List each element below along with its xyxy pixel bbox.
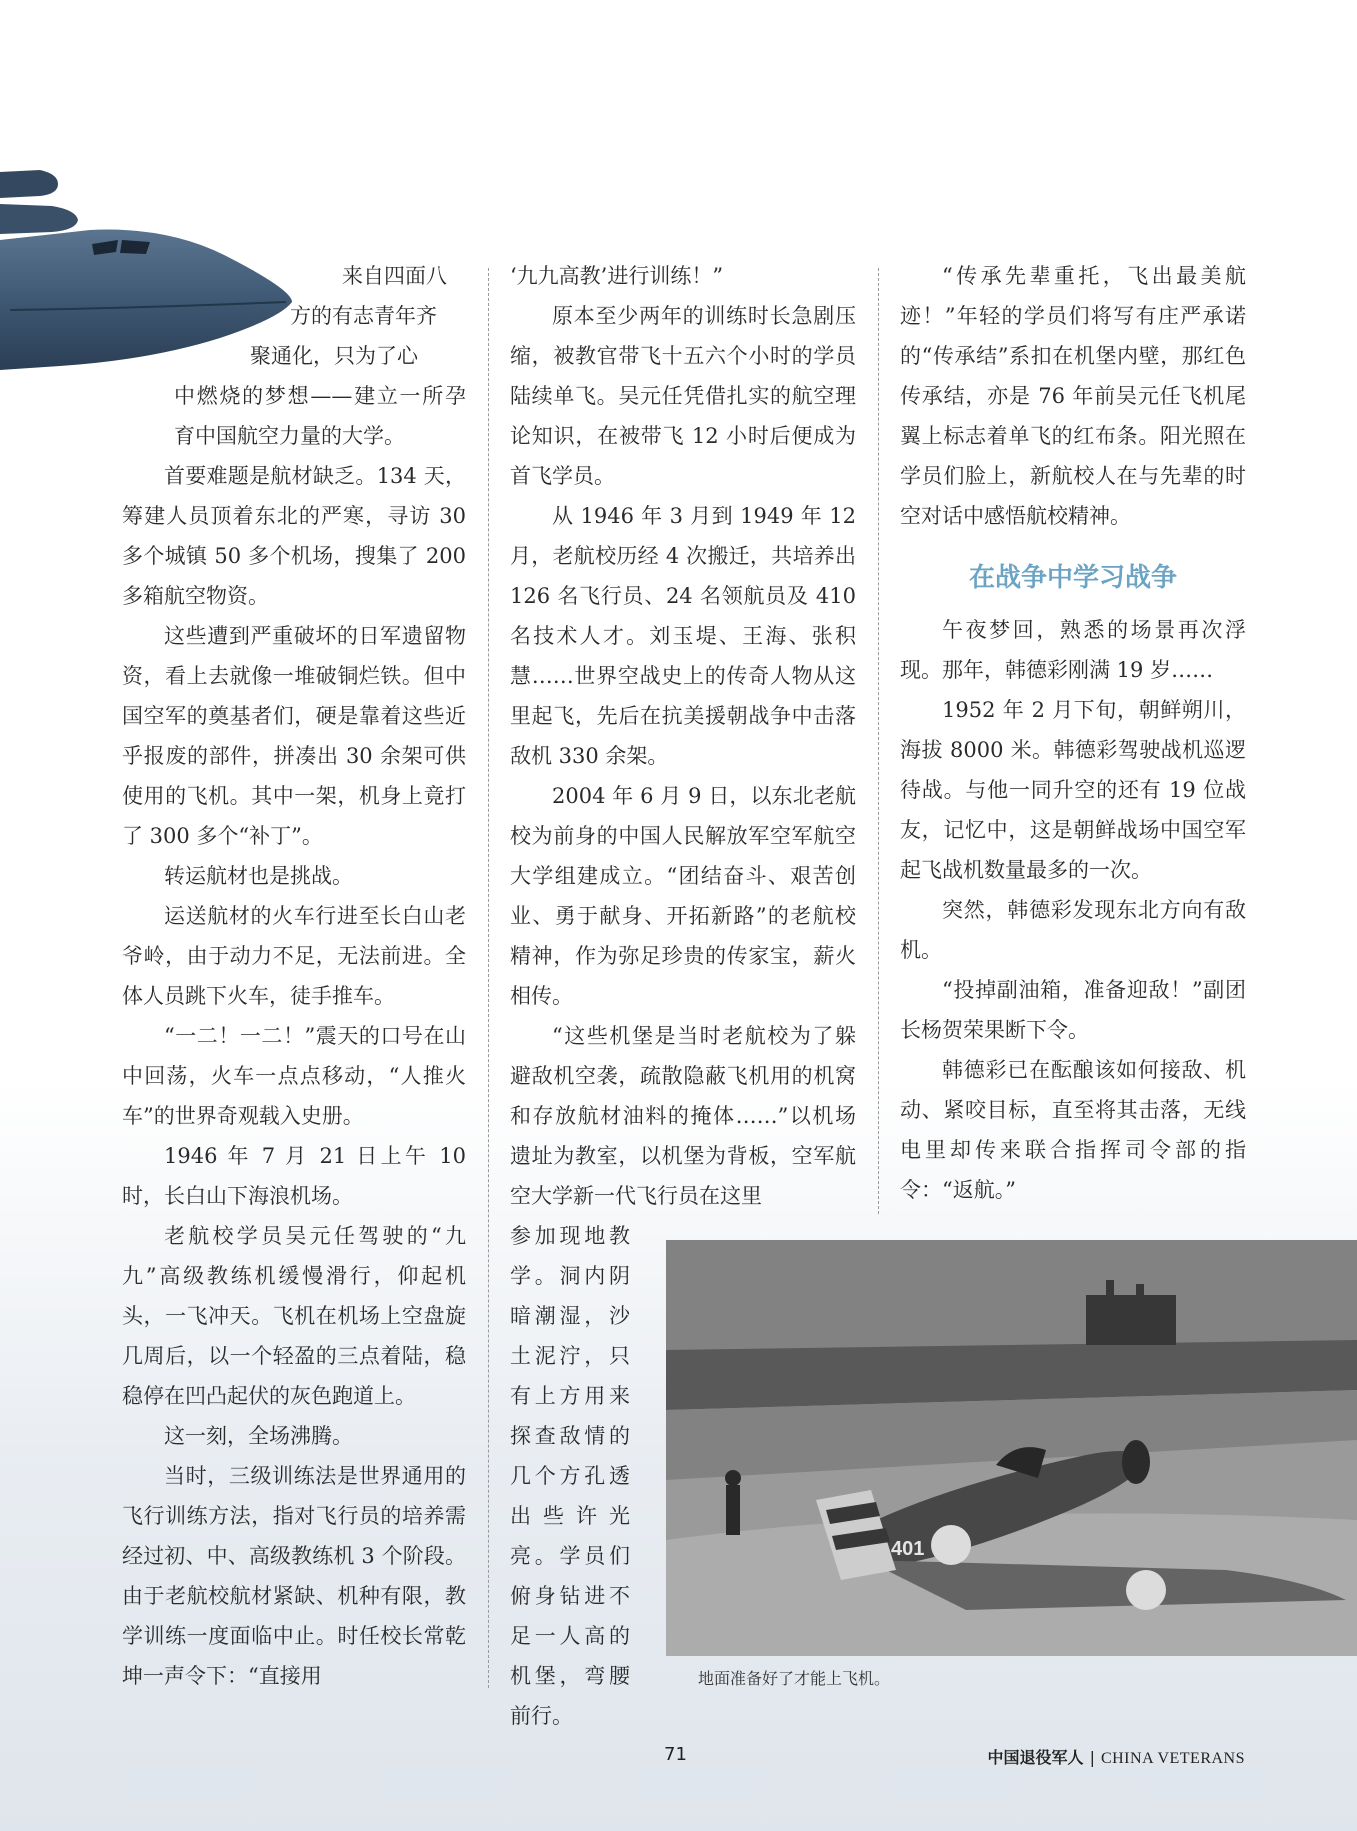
photo-caption: 地面准备好了才能上飞机。 [698, 1669, 891, 1688]
paragraph: 老航校学员吴元任驾驶的“九九”高级教练机缓慢滑行，仰起机头，一飞冲天。飞机在机场上空盘旋几周后，以一个轻盈的三点着陆，稳稳停在凹凸起伏的灰色跑道上。 [122, 1224, 466, 1408]
paragraph: 从 1946 年 3 月到 1949 年 12 月，老航校历经 4 次搬迁，共培养出 126 名飞行员、24 名领航员及 410 名技术人才。刘玉堤、王海、张积慧……世界空战史上的传奇人物从这里起飞，先后在抗美援朝战争中击落敌机 330 余架。 [510, 504, 856, 768]
paragraph: “投掉副油箱，准备迎敌！”副团长杨贺荣果断下令。 [900, 978, 1246, 1042]
tail-number: 401 [891, 1538, 925, 1560]
paragraph: 方的有志青年齐 [290, 304, 437, 328]
paragraph: “传承先辈重托，飞出最美航迹！”年轻的学员们将写有庄严承诺的“传承结”系扣在机堡内壁，那红色传承结，亦是 76 年前吴元任飞机尾翼上标志着单飞的红布条。阳光照在学员们脸上，新航校人在与先辈的时空对话中感悟航校精神。 [900, 264, 1246, 528]
paragraph: 运送航材的火车行进至长白山老爷岭，由于动力不足，无法前进。全体人员跳下火车，徒手推车。 [122, 904, 466, 1008]
paragraph: 首要难题是航材缺乏。134 天，筹建人员顶着东北的严寒，寻访 30 多个城镇 50 多个机场，搜集了 200 多箱航空物资。 [122, 464, 466, 608]
paragraph: 参加现地教学。洞内阴暗潮湿，沙土泥泞，只有上方用来探查敌情的几个方孔透出些许光亮。学员们俯身钻进不足一人高的机堡，弯腰前行。 [510, 1224, 630, 1728]
paragraph: 这一刻，全场沸腾。 [164, 1424, 353, 1448]
masthead-separator: | [1089, 1748, 1095, 1767]
paragraph: ‘九九高教’进行训练！” [510, 264, 724, 288]
paragraph: 中燃烧的梦想——建立一所孕育中国航空力量的大学。 [174, 384, 466, 448]
page-number: 71 [664, 1744, 687, 1765]
historic-photo [666, 1240, 1357, 1656]
paragraph: 韩德彩已在酝酿该如何接敌、机动、紧咬目标，直至将其击落，无线电里却传来联合指挥司令部的指令：“返航。” [900, 1058, 1246, 1202]
magazine-name-en: CHINA VETERANS [1100, 1750, 1245, 1767]
paragraph: 2004 年 6 月 9 日，以东北老航校为前身的中国人民解放军空军航空大学组建成立。“团结奋斗、艰苦创业、勇于献身、开拓新路”的老航校精神，作为弥足珍贵的传家宝，薪火相传。 [510, 784, 856, 1008]
column-divider [488, 268, 489, 1688]
paragraph: “这些机堡是当时老航校为了躲避敌机空袭，疏散隐蔽飞机用的机窝和存放航材油料的掩体……”以机场遗址为教室，以机堡为背板，空军航空大学新一代飞行员在这里 [510, 1024, 856, 1208]
text-column-1 [122, 256, 466, 1696]
text-column-3 [900, 256, 1246, 1210]
paragraph: 这些遭到严重破坏的日军遗留物资，看上去就像一堆破铜烂铁。但中国空军的奠基者们，硬是靠着这些近乎报废的部件，拼凑出 30 余架可供使用的飞机。其中一架，机身上竟打了 300 多个“补丁”。 [122, 624, 466, 848]
section-title: 在战争中学习战争 [968, 563, 1177, 593]
paragraph: 午夜梦回，熟悉的场景再次浮现。那年，韩德彩刚满 19 岁…… [900, 618, 1246, 682]
paragraph: 1952 年 2 月下旬，朝鲜朔川，海拔 8000 米。韩德彩驾驶战机巡逻待战。与他一同升空的还有 19 位战友，记忆中，这是朝鲜战场中国空军起飞战机数量最多的一次。 [900, 698, 1246, 882]
paragraph: 当时，三级训练法是世界通用的飞行训练方法，指对飞行员的培养需经过初、中、高级教练机 3 个阶段。由于老航校航材紧缺、机种有限，教学训练一度面临中止。时任校长常乾坤一声令下：“直接用 [122, 1464, 466, 1688]
magazine-name-cn: 中国退役军人 [987, 1748, 1084, 1767]
paragraph: 1946 年 7 月 21 日上午 10 时，长白山下海浪机场。 [122, 1144, 466, 1208]
paragraph: 突然，韩德彩发现东北方向有敌机。 [900, 898, 1246, 962]
paragraph: “一二！一二！”震天的口号在山中回荡，火车一点点移动，“人推火车”的世界奇观载入史册。 [122, 1024, 466, 1128]
magazine-masthead [988, 1745, 1245, 1768]
paragraph: 转运航材也是挑战。 [164, 864, 353, 888]
column-divider [878, 268, 879, 1214]
paragraph: 来自四面八 [342, 264, 447, 288]
paragraph: 原本至少两年的训练时长急剧压缩，被教官带飞十五六个小时的学员陆续单飞。吴元任凭借扎实的航空理论知识，在被带飞 12 小时后便成为首飞学员。 [510, 304, 856, 488]
paragraph: 聚通化，只为了心 [250, 344, 418, 368]
